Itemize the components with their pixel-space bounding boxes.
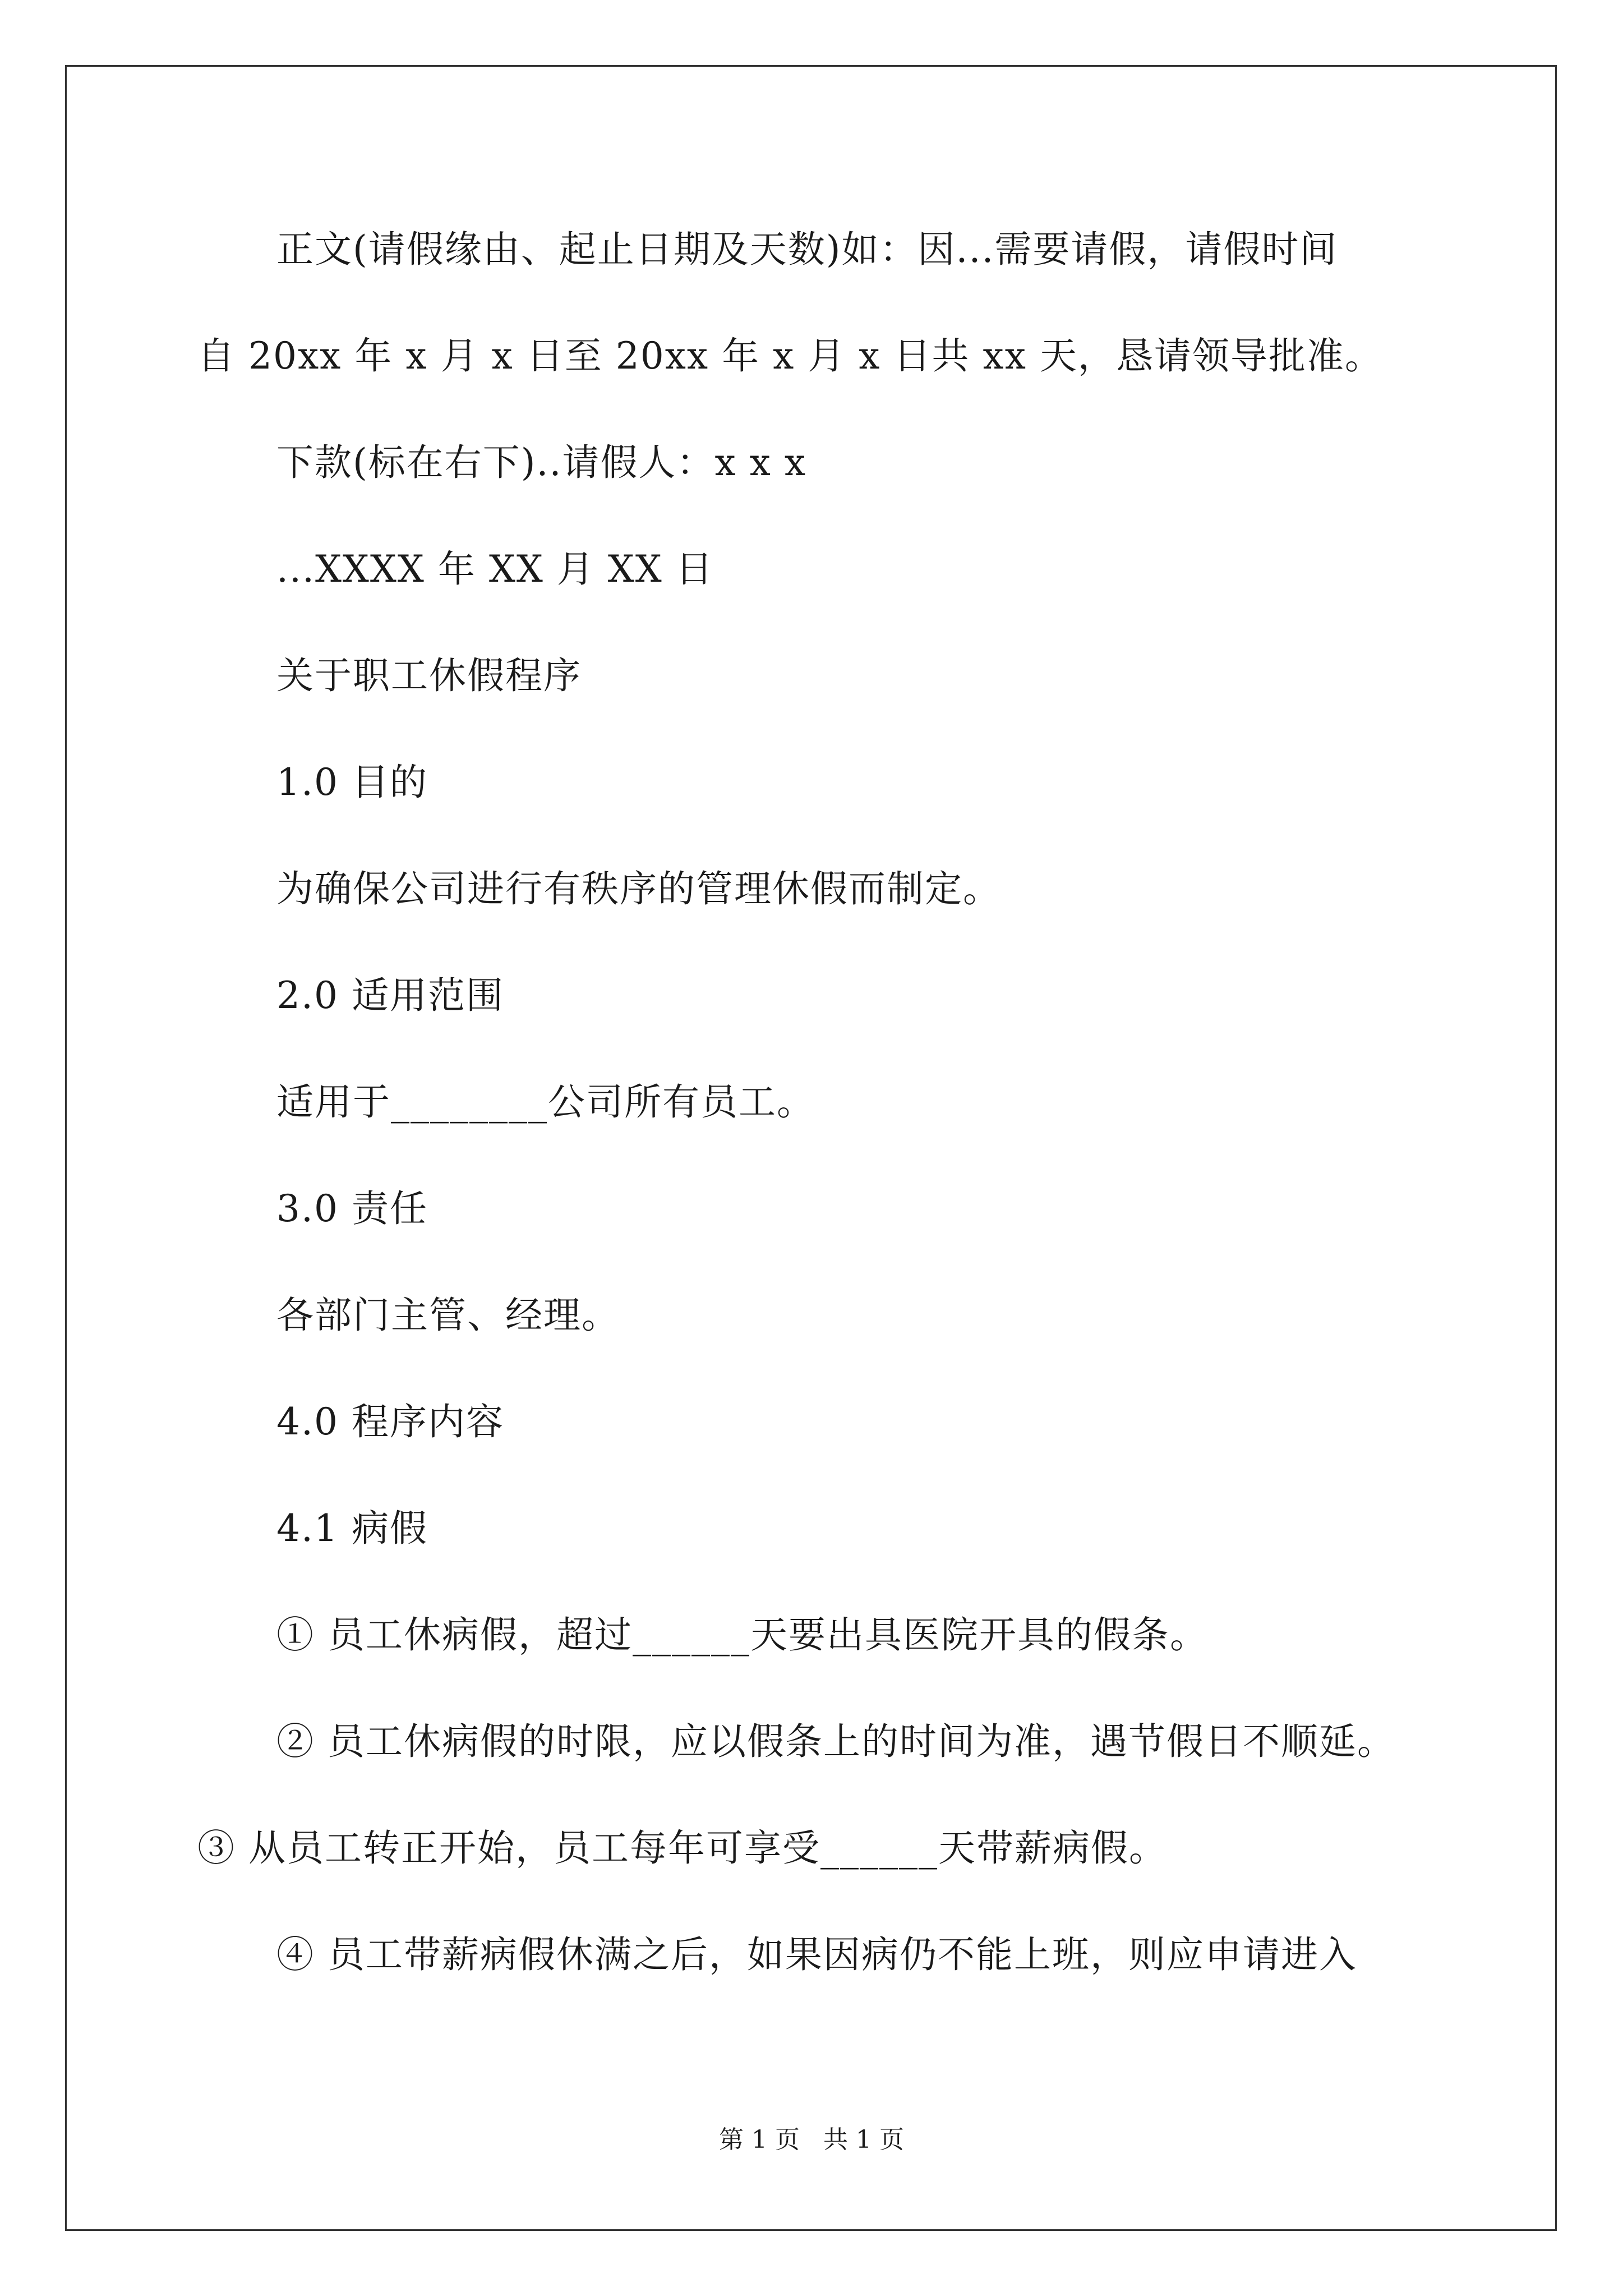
paragraph-main-text-continued: 自 20xx 年 x 月 x 日至 20xx 年 x 月 x 日共 xx 天，恳请领导批准。 [197,334,1383,378]
paragraph-main-text: 正文(请假缘由、起止日期及天数)如：因...需要请假，请假时间 [276,228,1338,271]
heading-scope: 2.0 适用范围 [276,974,504,1017]
page-footer: 第 1 页 共 1 页 [719,2125,904,2154]
paragraph-purpose: 为确保公司进行有秩序的管理休假而制定。 [276,867,1001,910]
heading-procedure: 4.0 程序内容 [276,1400,504,1443]
paragraph-date: ...XXXX 年 XX 月 XX 日 [276,547,714,591]
list-item-3: ③ 从员工转正开始，员工每年可享受______天带薪病假。 [197,1826,1167,1870]
paragraph-responsibility: 各部门主管、经理。 [276,1294,620,1337]
paragraph-scope: 适用于________公司所有员工。 [276,1080,815,1124]
section-title: 关于职工休假程序 [276,654,582,697]
list-item-4: ④ 员工带薪病假休满之后，如果因病仍不能上班，则应申请进入 [276,1933,1357,1976]
heading-responsibility: 3.0 责任 [276,1187,428,1230]
heading-purpose: 1.0 目的 [276,761,428,804]
list-item-1: ① 员工休病假，超过______天要出具医院开具的假条。 [276,1613,1208,1657]
heading-sick-leave: 4.1 病假 [276,1507,428,1550]
list-item-2: ② 员工休病假的时限，应以假条上的时间为准，遇节假日不顺延。 [276,1720,1395,1763]
paragraph-closing: 下款(标在右下)..请假人：x x x [276,441,807,484]
